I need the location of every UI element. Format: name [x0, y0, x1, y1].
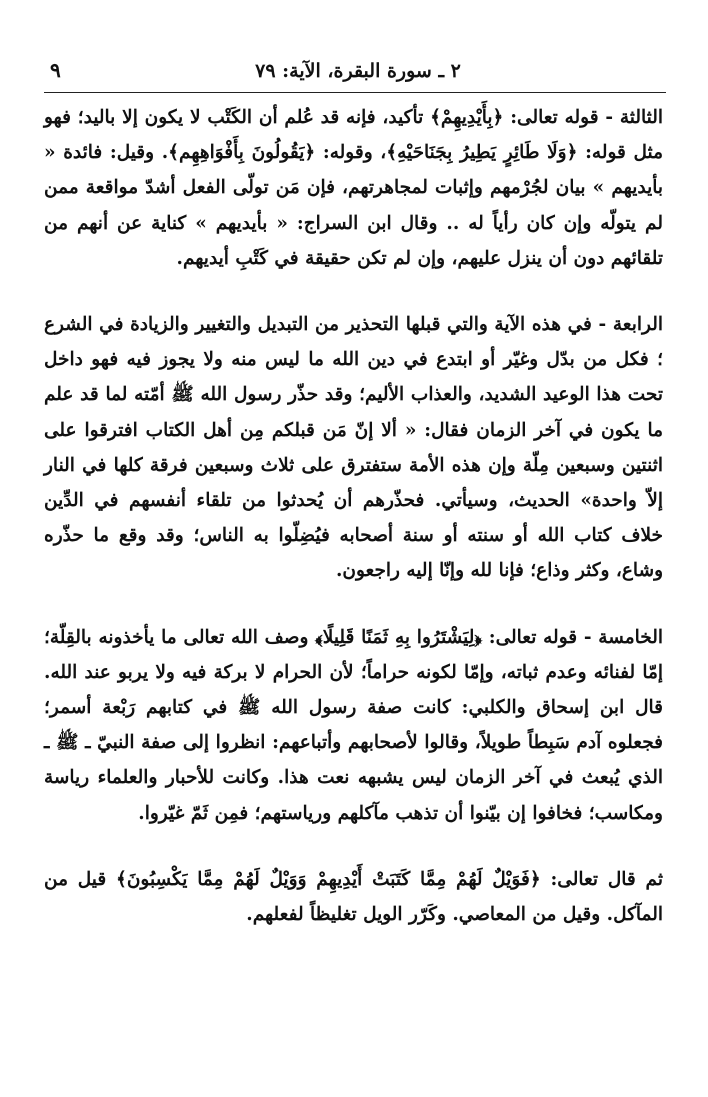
paragraph-lead: الثالثة - — [598, 107, 663, 128]
page-body — [44, 100, 663, 932]
page-number: ٩ — [50, 58, 61, 82]
paragraph-fourth — [44, 307, 663, 589]
paragraph-lead: الرابعة - — [591, 314, 663, 336]
paragraph-closing — [44, 862, 663, 932]
page-header — [50, 56, 666, 90]
paragraph-lead: الخامسة - — [577, 626, 663, 648]
paragraph-third — [44, 100, 663, 276]
running-title: ٢ ـ سورة البقرة، الآية: ٧٩ — [255, 60, 461, 82]
paragraph-text: في هذه الآية والتي قبلها التحذير من التبديل والتغيير والزيادة في الشرع ؛ فكل من بدّل وغيّر أو ابتدع في دين الله ما ليس منه ولا يجوز فيه فهو داخل تحت هذا الوعيد الشديد، والعذاب الأليم؛ وقد حذّر رسول الله ﷺ أمّته لما قد علم ما يكون في آخر الزمان فقال: « ألا إنّ مَن قبلكم مِن أهل الكتاب افترقوا على اثنتين وسبعين مِلّة وإن هذه الأمة ستفترق على ثلاث وسبعين فرقة كلها في النار إلاّ واحدة» الحديث، وسيأتي. فحذّرهم أن يُحدثوا من تلقاء أنفسهم في الدِّين خلاف كتاب الله أو سنته أو سنة أصحابه فيُضِلّوا به الناس؛ وقد وقع ما حذّره وشاع، وكثر وذاع؛ فإنا لله وإنّا إليه راجعون. — [44, 314, 663, 582]
paragraph-fifth — [44, 620, 663, 831]
paragraph-text: قوله تعالى: ﴿لِيَشْتَرُوا بِهِ ثَمَنًا قَلِيلًا﴾ وصف الله تعالى ما يأخذونه بالقِلّة؛ إمّا لفنائه وعدم ثباته، وإمّا لكونه حراماً؛ لأن الحرام لا بركة فيه ولا يربو عند الله. قال ابن إسحاق والكلبي: كانت صفة رسول الله ﷺ في كتابهم رَبْعة أسمر؛ فجعلوه آدم سَبِطاً طويلاً، وقالوا لأصحابهم وأتباعهم: انظروا إلى صفة النبيّ ـ ﷺ ـ الذي يُبعث في آخر الزمان ليس يشبهه نعت هذا. وكانت للأحبار والعلماء رياسة ومكاسب؛ فخافوا إن بيّنوا أن تذهب مآكلهم ورياستهم؛ فمِن ثَمّ غيّروا. — [44, 626, 663, 824]
paragraph-text: ثم قال تعالى: ﴿فَوَيْلٌ لَهُمْ مِمَّا كَتَبَتْ أَيْدِيهِمْ وَوَيْلٌ لَهُمْ مِمَّا يَكْسِبُونَ﴾ قيل من المآكل. وقيل من المعاصي. وكَرّر الويل تغليظاً لفعلهم. — [44, 868, 663, 926]
paragraph-text: قوله تعالى: ﴿بِأَيْدِيهِمْ﴾ تأكيد، فإنه قد عُلم أن الكَتْب لا يكون إلا باليد؛ فهو مثل قوله: ﴿وَلَا طَائِرٍ يَطِيرُ بِجَنَاحَيْهِ﴾، وقوله: ﴿يَقُولُونَ بِأَفْوَاهِهِم﴾. وقيل: فائدة « بأيديهم » بيان لجُرْمهم وإثبات لمجاهرتهم، فإن مَن تولّى الفعل أشدّ مواقعة ممن لم يتولّه وإن كان رأياً له .. وقال ابن السراج: « بأيديهم » كناية عن أنهم من تلقائهم دون أن ينزل عليهم، وإن لم تكن حقيقة في كَتْبِ أيديهم. — [44, 107, 663, 269]
header-divider — [44, 92, 666, 93]
